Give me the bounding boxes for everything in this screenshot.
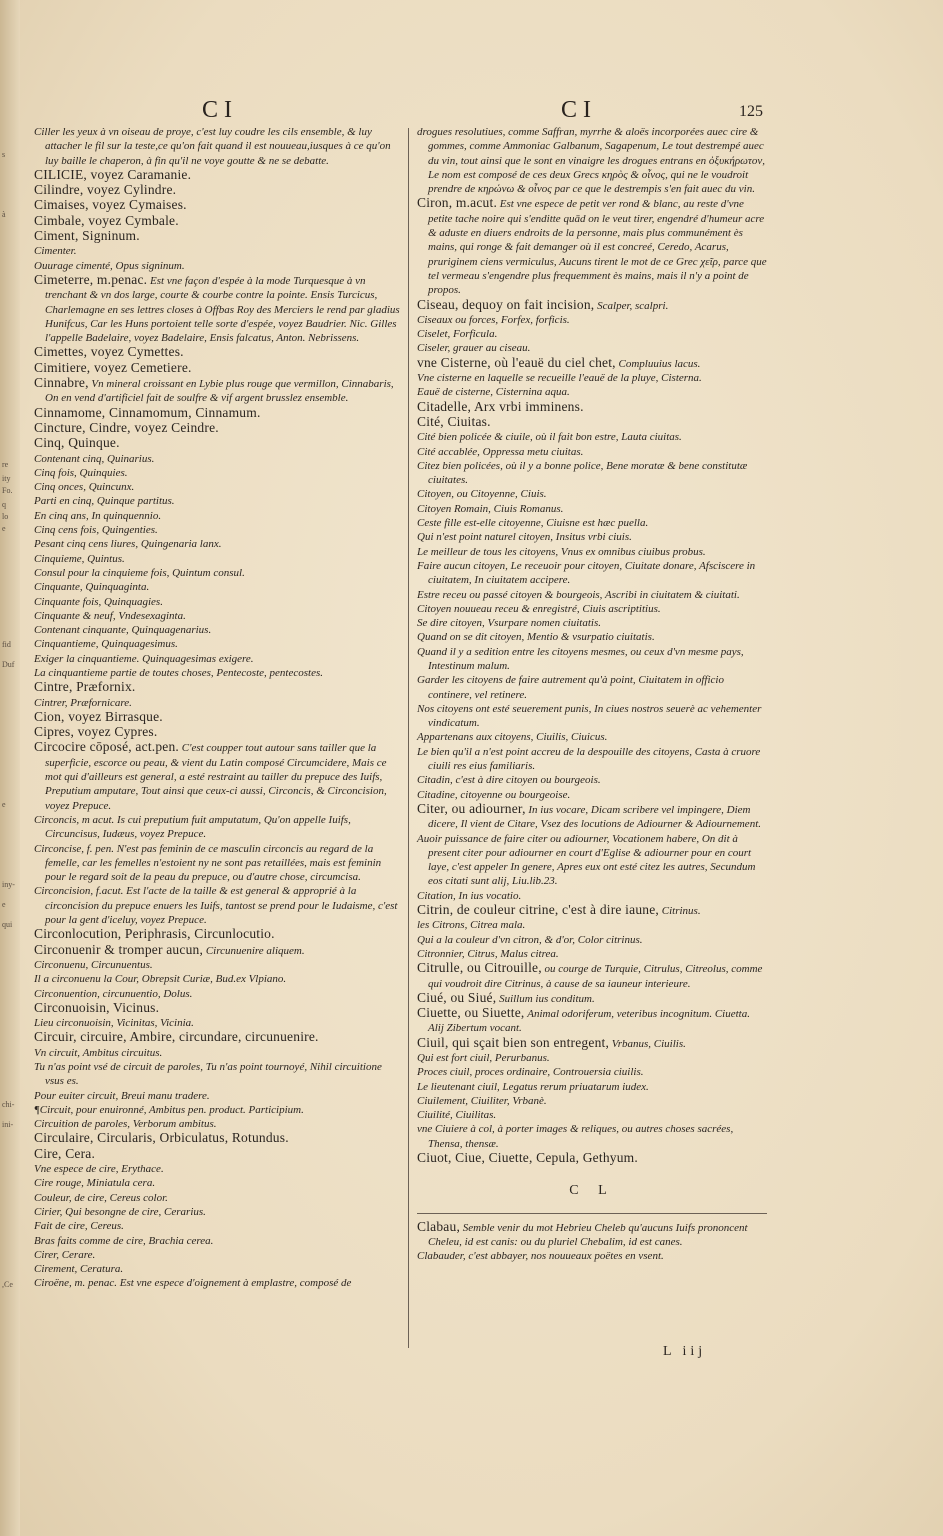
dictionary-entry	[417, 313, 767, 327]
dictionary-entry	[34, 552, 400, 566]
entry-text: Citrinus.	[661, 905, 701, 918]
dictionary-entry	[417, 991, 767, 1006]
entry-text: Nos citoyens ont esté seuerement punis, In ciues nostros seuerè ac vehementer vindicatum.	[417, 702, 762, 730]
dictionary-entry	[34, 1046, 400, 1060]
section-heading: C L	[569, 1183, 615, 1199]
margin-fragment: Duf	[2, 660, 15, 669]
dictionary-entry	[34, 927, 400, 942]
dictionary-entry	[34, 884, 400, 927]
entry-text: Cirement, Ceratura.	[34, 1263, 124, 1276]
facing-page-edge	[0, 0, 20, 1536]
entry-text: Circoncis, m acut. Is cui preputium fuit amputatum, Qu'on appelle Iuifs, Circuncisus, Iudæus, voyez Prepuce.	[34, 813, 351, 841]
entry-text: Estre receu ou passé citoyen & bourgeois, Ascribi in ciuitatem & ciuitati.	[417, 588, 740, 601]
entry-text: Scalper, scalpri.	[597, 299, 669, 312]
entry-text: Cinquantieme, Quinquagesimus.	[34, 638, 178, 651]
running-head-center: CI	[561, 97, 597, 123]
dictionary-entry	[417, 1051, 767, 1065]
dictionary-entry	[34, 452, 400, 466]
entry-headword: Cintre, Præfornix.	[34, 679, 136, 695]
entry-text: Circonuenu, Circunuentus.	[34, 958, 153, 971]
entry-headword: Ciuot, Ciue, Ciuette, Cepula, Gethyum.	[417, 1150, 638, 1166]
dictionary-entry	[34, 537, 400, 551]
dictionary-entry	[417, 530, 767, 544]
entry-text: Faire aucun citoyen, Le receuoir pour citoyen, Ciuitate donare, Afsciscere in ciuitatem, In ciuitatem accipere.	[417, 559, 756, 587]
entry-text: Citadine, citoyenne ou bourgeoise.	[417, 788, 571, 801]
dictionary-entry	[34, 1248, 400, 1262]
dictionary-entry	[34, 1016, 400, 1030]
entry-text: Ciuilité, Ciuilitas.	[417, 1109, 497, 1122]
margin-fragment: chi-	[2, 1100, 15, 1109]
entry-text: Il a circonuenu la Cour, Obrepsit Curiæ, Bud.ex Vlpiano.	[34, 973, 287, 986]
dictionary-entry	[417, 1065, 767, 1079]
entry-text: Consul pour la cinquieme fois, Quintum consul.	[34, 566, 245, 579]
dictionary-entry	[34, 710, 400, 725]
entry-text: Citez bien policées, où il y a bonne police, Bene moratæ & bene constitutæ ciuitates.	[417, 459, 748, 487]
dictionary-entry	[34, 637, 400, 651]
dictionary-entry	[417, 502, 767, 516]
dictionary-entry	[417, 385, 767, 399]
entry-text: Ciselet, Forficula.	[417, 328, 498, 341]
dictionary-entry	[34, 1162, 400, 1176]
right-column	[417, 125, 767, 1264]
entry-text: In ius vocare, Dicam scribere vel impingere, Diem dicere, Il vient de Citare, Vsez des locutions de Adiourner & Adiournement.	[428, 803, 761, 831]
dictionary-entry	[417, 832, 767, 889]
dictionary-entry	[34, 466, 400, 480]
dictionary-entry	[34, 1089, 400, 1103]
dictionary-entry	[34, 1117, 400, 1131]
dictionary-entry	[34, 987, 400, 1001]
entry-text: Cité bien policée & ciuile, où il fait bon estre, Lauta ciuitas.	[417, 431, 682, 444]
dictionary-entry	[34, 273, 400, 345]
entry-headword: Cité, Ciuitas.	[417, 413, 491, 429]
entry-text: Citoyen Romain, Ciuis Romanus.	[417, 502, 564, 515]
entry-headword: Ciué, ou Siué,	[417, 989, 497, 1005]
entry-text: Pour euiter circuit, Breui manu tradere.	[34, 1089, 210, 1102]
dictionary-entry	[417, 1006, 767, 1036]
margin-fragment: qui	[2, 920, 13, 929]
entry-text: Garder les citoyens de faire autrement qu'à point, Ciuitatem in officio continere, vel retinere.	[417, 674, 724, 701]
dictionary-entry	[34, 406, 400, 421]
dictionary-entry	[417, 961, 767, 991]
entry-headword: Cimitiere, voyez Cemetiere.	[34, 359, 192, 375]
entry-text: Circonuention, circunuentio, Dolus.	[34, 987, 193, 1000]
dictionary-entry	[417, 400, 767, 415]
dictionary-entry	[34, 214, 400, 229]
entry-text: Tu n'as point vsé de circuit de paroles, Tu n'as point tournoyé, Nihil circuitione vsus es.	[34, 1061, 382, 1088]
entry-text: Vn mineral croissant en Lybie plus rouge que vermillon, Cinnabaris, On en vend d'artificiel fait de soulfre & vif argent brusslez ensemble.	[45, 378, 394, 405]
entry-headword: Cion, voyez Birrasque.	[34, 708, 163, 724]
dictionary-entry	[417, 1151, 767, 1166]
column-rule	[408, 128, 409, 1348]
dictionary-entry	[417, 559, 767, 588]
dictionary-entry	[34, 725, 400, 740]
entry-text: Exiger la cinquantieme. Quinquagesimas exigere.	[34, 652, 254, 665]
dictionary-entry	[34, 580, 400, 594]
entry-text: Cirier, Qui besongne de cire, Cerarius.	[34, 1205, 206, 1218]
dictionary-entry	[34, 609, 400, 623]
entry-headword: Circonuenir & tromper aucun,	[34, 941, 204, 957]
dictionary-entry	[417, 545, 767, 559]
entry-headword: vne Cisterne, où l'eauë du ciel chet,	[417, 354, 616, 370]
entry-text: les Citrons, Citrea mala.	[417, 919, 526, 932]
margin-fragment: ,Ce	[2, 1280, 13, 1289]
dictionary-entry	[417, 745, 767, 774]
entry-text: Ciseaux ou forces, Forfex, forficis.	[417, 313, 570, 326]
entry-text: Cire rouge, Miniatula cera.	[34, 1177, 156, 1190]
entry-headword: Cinnamome, Cinnamomum, Cinnamum.	[34, 404, 261, 420]
entry-headword: Circulaire, Circularis, Orbiculatus, Rotundus.	[34, 1130, 289, 1146]
entry-text: Vne cisterne en laquelle se recueille l'eauë de la pluye, Cisterna.	[417, 372, 702, 385]
entry-headword: Citer, ou adiourner,	[417, 800, 526, 816]
margin-fragment: lo	[2, 512, 9, 521]
dictionary-entry	[417, 673, 767, 702]
dictionary-entry	[417, 788, 767, 802]
entry-text: Le lieutenant ciuil, Legatus rerum priuatarum iudex.	[417, 1080, 649, 1093]
left-column	[34, 125, 400, 1291]
entry-headword: Citrulle, ou Citrouille,	[417, 960, 542, 976]
margin-fragment: fid	[2, 640, 11, 649]
entry-headword: Ciuil, qui sçait bien son entregent,	[417, 1034, 610, 1050]
entry-text: Est vne façon d'espée à la mode Turquesque à vn trenchant & vn dos large, courte & courbe contre la pointe. Ensis Turcicus, Charlemagne en ses lettres closes à Offbas Roy des Merciers le rend par gladius Hunifcus, Car les Huns portoient telle sorte d'espée, voyez Baudrier. Nic. Gilles l'appelle Badelaire, voyez Badelaire, Ensis falcatus, Anton. Nebrissens.	[45, 274, 400, 345]
dictionary-entry	[34, 436, 400, 451]
entry-text: Ciroëne, m. penac. Est vne espece d'oignement à emplastre, composé de	[34, 1277, 352, 1290]
dictionary-entry	[34, 842, 400, 885]
dictionary-entry	[34, 523, 400, 537]
entry-text: Suillum ius conditum.	[499, 992, 595, 1005]
dictionary-entry	[417, 298, 767, 313]
dictionary-entry	[417, 125, 767, 196]
entry-text: Cinquante & neuf, Vndesexaginta.	[34, 609, 186, 622]
dictionary-entry	[34, 958, 400, 972]
entry-headword: Citadelle, Arx vrbi imminens.	[417, 398, 584, 414]
entry-text: Citoyen, ou Citoyenne, Ciuis.	[417, 488, 547, 501]
dictionary-entry	[417, 356, 767, 371]
dictionary-entry	[34, 361, 400, 376]
dictionary-entry	[34, 566, 400, 580]
entry-text: Auoir puissance de faire citer ou adiourner, Vocationem habere, On dit à present citer pour adiourner en court d'Eglise & adiourner pour en court laye, c'est appeler In genere, Apres eux ont esté citez les autres, Secundum eos citati sunt alij, Liu.lib.23.	[417, 832, 756, 888]
entry-text: Cinquieme, Quintus.	[34, 552, 125, 565]
entry-headword: Cimbale, voyez Cymbale.	[34, 212, 179, 228]
entry-headword: Circonuoisin, Vicinus.	[34, 999, 160, 1015]
dictionary-entry	[417, 588, 767, 602]
entry-text: Cité accablée, Oppressa metu ciuitas.	[417, 445, 584, 458]
dictionary-entry	[34, 494, 400, 508]
signature-mark: L iij	[663, 1344, 707, 1359]
dictionary-entry	[417, 773, 767, 787]
dictionary-entry	[417, 327, 767, 341]
dictionary-entry	[417, 516, 767, 530]
entry-text: Contenant cinq, Quinarius.	[34, 452, 155, 465]
entry-text: Eauë de cisterne, Cisternina aqua.	[417, 386, 570, 399]
dictionary-entry	[34, 229, 400, 244]
entry-headword: Cinnabre,	[34, 375, 89, 391]
running-head-left: CI	[202, 97, 238, 123]
dictionary-entry	[417, 430, 767, 444]
dictionary-entry	[417, 602, 767, 616]
entry-text: Vn circuit, Ambitus circuitus.	[34, 1046, 163, 1059]
entry-headword: Clabau,	[417, 1218, 461, 1234]
entry-text: Citation, In ius vocatio.	[417, 889, 522, 902]
dictionary-entry	[417, 341, 767, 355]
margin-fragment: ity	[2, 474, 11, 483]
entry-text: Cinq cens fois, Quingenties.	[34, 524, 158, 537]
dictionary-entry	[417, 487, 767, 501]
dictionary-entry	[34, 1103, 400, 1117]
entry-text: Qui est fort ciuil, Perurbanus.	[417, 1052, 550, 1064]
entry-headword: Circocire cōposé, act.pen.	[34, 739, 180, 755]
dictionary-entry	[34, 1001, 400, 1016]
entry-text: Ciseler, grauer au ciseau.	[417, 342, 531, 355]
margin-fragment: q	[2, 500, 6, 509]
dictionary-entry	[34, 1205, 400, 1219]
dictionary-entry	[417, 933, 767, 947]
entry-text: Bras faits comme de cire, Brachia cerea.	[34, 1234, 214, 1247]
entry-text: vne Ciuiere à col, à porter images & reliques, ou autres choses sacrées, Thensa, thensæ.	[417, 1123, 734, 1150]
entry-headword: Cipres, voyez Cypres.	[34, 724, 158, 740]
dictionary-entry	[34, 680, 400, 695]
dictionary-entry	[417, 1036, 767, 1051]
entry-text: Ceste fille est-elle citoyenne, Ciuisne est hæc puella.	[417, 517, 649, 530]
entry-headword: Ciuette, ou Siuette,	[417, 1005, 525, 1021]
entry-text: Citoyen nouueau receu & enregistré, Ciuis ascriptitius.	[417, 602, 661, 615]
entry-text: Citadin, c'est à dire citoyen ou bourgeois.	[417, 774, 601, 787]
entry-text: Circuition de paroles, Verborum ambitus.	[34, 1118, 217, 1131]
entry-headword: Ciment, Signinum.	[34, 228, 140, 244]
dictionary-entry	[34, 1176, 400, 1190]
entry-text: Animal odoriferum, veteribus incognitum. Ciuetta. Alij Zibertum vocant.	[428, 1008, 750, 1035]
dictionary-entry	[34, 1131, 400, 1146]
margin-fragment: à	[2, 210, 6, 219]
entry-text: La cinquantieme partie de toutes choses, Pentecoste, pentecostes.	[34, 666, 323, 679]
margin-fragment: iny-	[2, 880, 15, 889]
dictionary-entry	[34, 421, 400, 436]
entry-headword: Ciron, m.acut.	[417, 195, 498, 211]
entry-text: Vrbanus, Ciuilis.	[611, 1037, 686, 1050]
entry-text: Cintrer, Præfornicare.	[34, 696, 132, 709]
dictionary-entry	[34, 972, 400, 986]
entry-text: Cirer, Cerare.	[34, 1248, 96, 1261]
dictionary-entry	[34, 1234, 400, 1248]
entry-text: Couleur, de cire, Cereus color.	[34, 1191, 168, 1204]
dictionary-entry	[34, 1219, 400, 1233]
entry-text: Circoncision, f.acut. Est l'acte de la taille & est general & approprié à la circoncision du prepuce enuers les Iuifs, tantost se prend pour le Iudaisme, c'est pour la gent d'iceluy, voyez Prepuce.	[34, 885, 398, 927]
entry-text: Le meilleur de tous les citoyens, Vnus ex omnibus ciuibus probus.	[417, 545, 706, 558]
entry-text: Ciller les yeux à vn oiseau de proye, c'est luy coudre les cils ensemble, & luy attacher le fil sur la teste,ce qu'on fait quand il est nouueau,iusques à ce qu'on luy baille le chaperon, à fin qu'il ne voye goutte & ne se debatte.	[34, 126, 391, 167]
dictionary-entry	[417, 1122, 767, 1151]
entry-text: Le bien qu'il a n'est point accreu de la despouille des citoyens, Casta à cruore ciuili res eius familiaris.	[417, 745, 761, 773]
entry-headword: Cincture, Cindre, voyez Ceindre.	[34, 419, 219, 435]
dictionary-entry	[34, 509, 400, 523]
dictionary-entry	[417, 1220, 767, 1250]
dictionary-entry	[34, 595, 400, 609]
entry-text: Circoncise, f. pen. N'est pas feminin de ce masculin circoncis au regard de la femelle, car les femelles n'estoient ny ne sont pas retaillées, mais est feminin pour le regard soit de la peau du prepuce, ou d'autre chose, circumcisa.	[34, 842, 382, 884]
dictionary-entry	[34, 696, 400, 710]
margin-fragment: re	[2, 460, 9, 469]
entry-headword: Circuir, circuire, Ambire, circundare, circunuenire.	[34, 1029, 319, 1045]
dictionary-entry	[417, 947, 767, 961]
dictionary-entry	[417, 645, 767, 674]
entry-text: En cinq ans, In quinquennio.	[34, 509, 162, 522]
entry-text: Ouurage cimenté, Opus signinum.	[34, 259, 185, 272]
entry-text: Cinquante fois, Quinquagies.	[34, 595, 163, 608]
dictionary-entry	[34, 183, 400, 198]
dictionary-entry	[34, 740, 400, 812]
dictionary-entry	[417, 889, 767, 903]
dictionary-entry	[34, 259, 400, 273]
dictionary-entry	[417, 1094, 767, 1108]
section-rule	[417, 1213, 767, 1214]
dictionary-entry	[34, 1030, 400, 1045]
dictionary-entry	[34, 244, 400, 258]
dictionary-entry	[34, 813, 400, 842]
entry-headword: Citrin, de couleur citrine, c'est à dire iaune,	[417, 902, 659, 918]
cl-entries	[417, 1220, 767, 1264]
page-number: 125	[739, 103, 763, 120]
dictionary-entry	[417, 445, 767, 459]
entry-text: Lieu circonuoisin, Vicinitas, Vicinia.	[34, 1017, 194, 1030]
entry-text: Circunuenire aliquem.	[205, 944, 305, 957]
entry-text: Citronnier, Citrus, Malus citrea.	[417, 947, 559, 960]
entry-text: Cinq fois, Quinquies.	[34, 466, 128, 479]
entry-text: Qui a la couleur d'vn citron, & d'or, Color citrinus.	[417, 933, 643, 946]
entry-text: Cinquante, Quinquaginta.	[34, 581, 150, 594]
margin-fragment: e	[2, 800, 6, 809]
dictionary-entry	[417, 918, 767, 932]
dictionary-entry	[417, 459, 767, 488]
dictionary-entry	[34, 1060, 400, 1089]
entry-text: Cimenter.	[34, 245, 77, 258]
entry-text: ou courge de Turquie, Citrulus, Citreolus, comme qui voudroit dire Citrinus, à cause de sa iauneur interieure.	[428, 963, 763, 990]
dictionary-entry	[34, 125, 400, 168]
entry-text: Proces ciuil, proces ordinaire, Controuersia ciuilis.	[417, 1066, 644, 1079]
margin-fragment: e	[2, 524, 6, 533]
entry-text: Qui n'est point naturel citoyen, Insitus vrbi ciuis.	[417, 531, 632, 544]
dictionary-entry	[34, 198, 400, 213]
entry-text: Appartenans aux citoyens, Ciuilis, Ciuicus.	[417, 731, 608, 744]
dictionary-entry	[417, 730, 767, 744]
dictionary-entry	[417, 371, 767, 385]
dictionary-entry	[417, 1108, 767, 1122]
entry-headword: Ciseau, dequoy on fait incision,	[417, 296, 595, 312]
entry-text: Parti en cinq, Quinque partitus.	[34, 495, 175, 508]
dictionary-entry	[417, 903, 767, 918]
margin-fragment: Fo.	[2, 486, 13, 495]
entry-text: Clabauder, c'est abbayer, nos nouueaux poëtes en vsent.	[417, 1250, 664, 1263]
margin-fragment: ini-	[2, 1120, 14, 1129]
dictionary-entry	[34, 652, 400, 666]
margin-fragment: e	[2, 900, 6, 909]
dictionary-entry	[34, 1276, 400, 1290]
entry-text: C'est coupper tout autour sans tailler que la superficie, escorce ou peau, & vient du Latin composé Circumcidere, Mais ce mot qui d'ailleurs est general, a esté restraint au tailler du prepuce des Iuifs, Preputium amputare, Tout ainsi que ceux-ci aussi, Circoncis, & Circoncision, voyez Prepuce.	[45, 742, 387, 812]
dictionary-entry	[34, 1191, 400, 1205]
right-column-entries	[417, 125, 767, 1166]
dictionary-entry	[417, 802, 767, 832]
dictionary-entry	[34, 168, 400, 183]
entry-text: Ciuilement, Ciuiliter, Vrbanè.	[417, 1094, 547, 1107]
dictionary-entry	[34, 1262, 400, 1276]
entry-headword: Cimettes, voyez Cymettes.	[34, 344, 184, 360]
entry-text: Contenant cinquante, Quinquagenarius.	[34, 624, 212, 637]
dictionary-entry	[34, 376, 400, 406]
entry-headword: Cimeterre, m.penac.	[34, 271, 148, 287]
entry-text: Compluuius lacus.	[618, 357, 701, 370]
entry-headword: Cimaises, voyez Cymaises.	[34, 197, 187, 213]
entry-headword: Circonlocution, Periphrasis, Circunlocutio.	[34, 926, 275, 942]
dictionary-entry	[417, 196, 767, 297]
entry-text: Se dire citoyen, Vsurpare nomen ciuitatis.	[417, 617, 602, 630]
margin-fragment: s	[2, 150, 6, 159]
dictionary-entry	[34, 1147, 400, 1162]
dictionary-entry	[417, 630, 767, 644]
entry-headword: Cire, Cera.	[34, 1145, 96, 1161]
entry-text: drogues resolutiues, comme Saffran, myrrhe & aloës incorporées auec cire & gommes, comme Ammoniac Galbanum, Sagapenum, Le tout destrempé auec du vin, tout ainsi que le sont en vinaigre les drogues entrans en ὀξυκήρωτον, Le nom est composé de ces deux Grecs κηρὸς & οἶνος, qui ne le voudroit prendre de κηρώνω & οἶνος par ce que le destrempis s'en fait auec du vin.	[417, 126, 765, 196]
dictionary-entry	[417, 415, 767, 430]
entry-text: ¶Circuit, pour enuironné, Ambitus pen. product. Participium.	[34, 1103, 304, 1116]
entry-headword: Cilindre, voyez Cylindre.	[34, 182, 177, 198]
dictionary-entry	[34, 666, 400, 680]
entry-text: Fait de cire, Cereus.	[34, 1220, 124, 1233]
entry-text: Est vne espece de petit ver rond & blanc, au reste d'vne petite tache noire qui s'enditte quād on le veut tirer, engendré d'humeur acre & aduste en diuers endroits de la personne, mais plus communément ès mains, qui ronge & fait demanger où il est concreé, Ceredo, Acarus, pruriginem ciens vermiculus, Aucuns tirent le mot de ce Grec χεῖρ, parce que tel vermeau s'engendre plus frequemment ès mains, mais il n'y a point de propos.	[428, 198, 767, 297]
dictionary-entry	[34, 480, 400, 494]
dictionary-entry	[34, 943, 400, 958]
dictionary-entry	[34, 623, 400, 637]
dictionary-entry	[417, 702, 767, 731]
dictionary-entry	[34, 345, 400, 360]
entry-text: Quand on se dit citoyen, Mentio & vsurpatio ciuitatis.	[417, 631, 655, 644]
entry-headword: CILICIE, voyez Caramanie.	[34, 166, 192, 182]
entry-text: Pesant cinq cens liures, Quingenaria lanx.	[34, 538, 222, 551]
entry-headword: Cinq, Quinque.	[34, 435, 120, 451]
entry-text: Cinq onces, Quincunx.	[34, 481, 135, 494]
entry-text: Vne espece de cire, Erythace.	[34, 1163, 164, 1176]
entry-text: Semble venir du mot Hebrieu Cheleb qu'aucuns Iuifs prononcent Cheleu, id est canis: ou du pluriel Chebalim, id est canes.	[428, 1221, 748, 1248]
entry-text: Quand il y a sedition entre les citoyens mesmes, ou ceux d'vn mesme pays, Intestinum malum.	[417, 645, 744, 672]
dictionary-entry	[417, 616, 767, 630]
dictionary-entry	[417, 1080, 767, 1094]
dictionary-entry	[417, 1249, 767, 1263]
